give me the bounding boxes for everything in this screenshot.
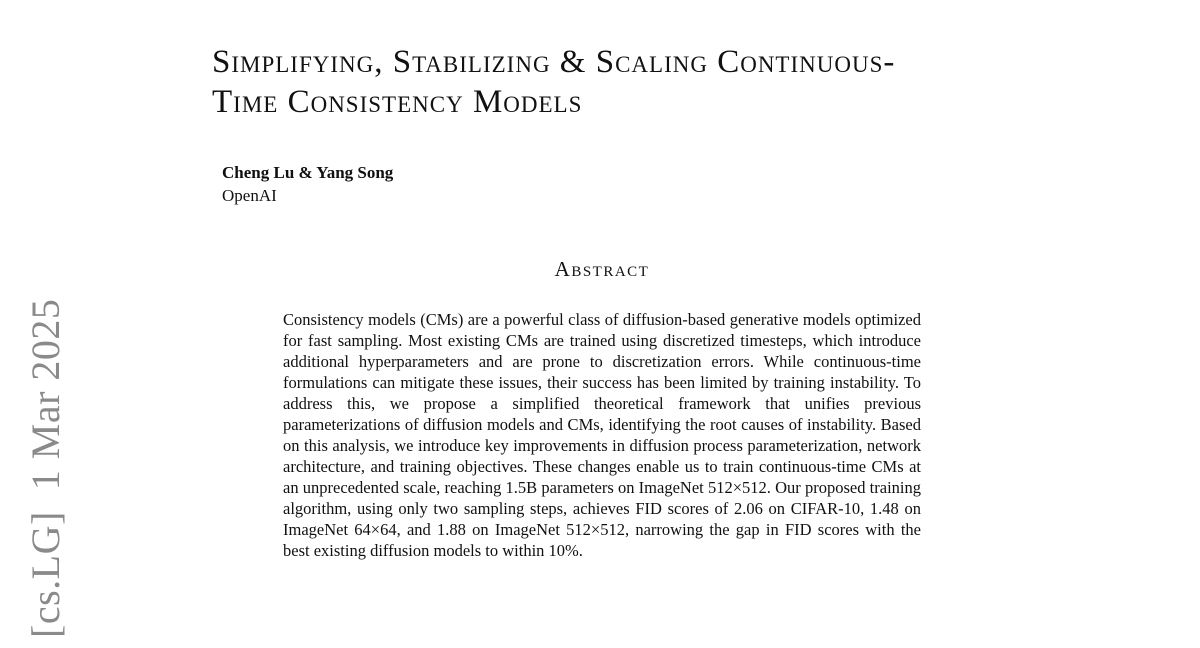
paper-title-line-2: Time Consistency Models xyxy=(212,84,583,120)
paper-authors: Cheng Lu & Yang Song xyxy=(222,163,394,182)
author-block xyxy=(222,161,393,207)
abstract-text: Consistency models (CMs) are a powerful class of diffusion-based generative models optimized for fast sampling. Most existing CMs are trained using discretized timesteps, which introduce additional hyperparameters and are prone to discretization errors. While continuous-time formulations can mitigate these issues, their success has been limited by training instability. To address this, we propose a simplified theoretical framework that unifies previous parameterizations of diffusion models and CMs, identifying the root causes of instability. Based on this analysis, we introduce key improvements in diffusion process parameterization, network architecture, and training objectives. These changes enable us to train continuous-time CMs at an unprecedented scale, reaching 1.5B parameters on ImageNet 512×512. Our proposed training algorithm, using only two sampling steps, achieves FID scores of 2.06 on CIFAR-10, 1.48 on ImageNet 64×64, and 1.88 on ImageNet 512×512, narrowing the gap in FID scores with the best existing diffusion models to within 10%. xyxy=(283,310,921,560)
abstract-section xyxy=(283,257,921,561)
arxiv-category-date-stamp: [cs.LG] 1 Mar 2025 xyxy=(23,298,68,638)
abstract-heading: Abstract xyxy=(554,257,650,281)
paper-title xyxy=(212,42,1072,122)
paper-title-line-1: Simplifying, Stabilizing & Scaling Continuous- xyxy=(212,44,896,80)
paper-affiliation: OpenAI xyxy=(222,186,277,205)
